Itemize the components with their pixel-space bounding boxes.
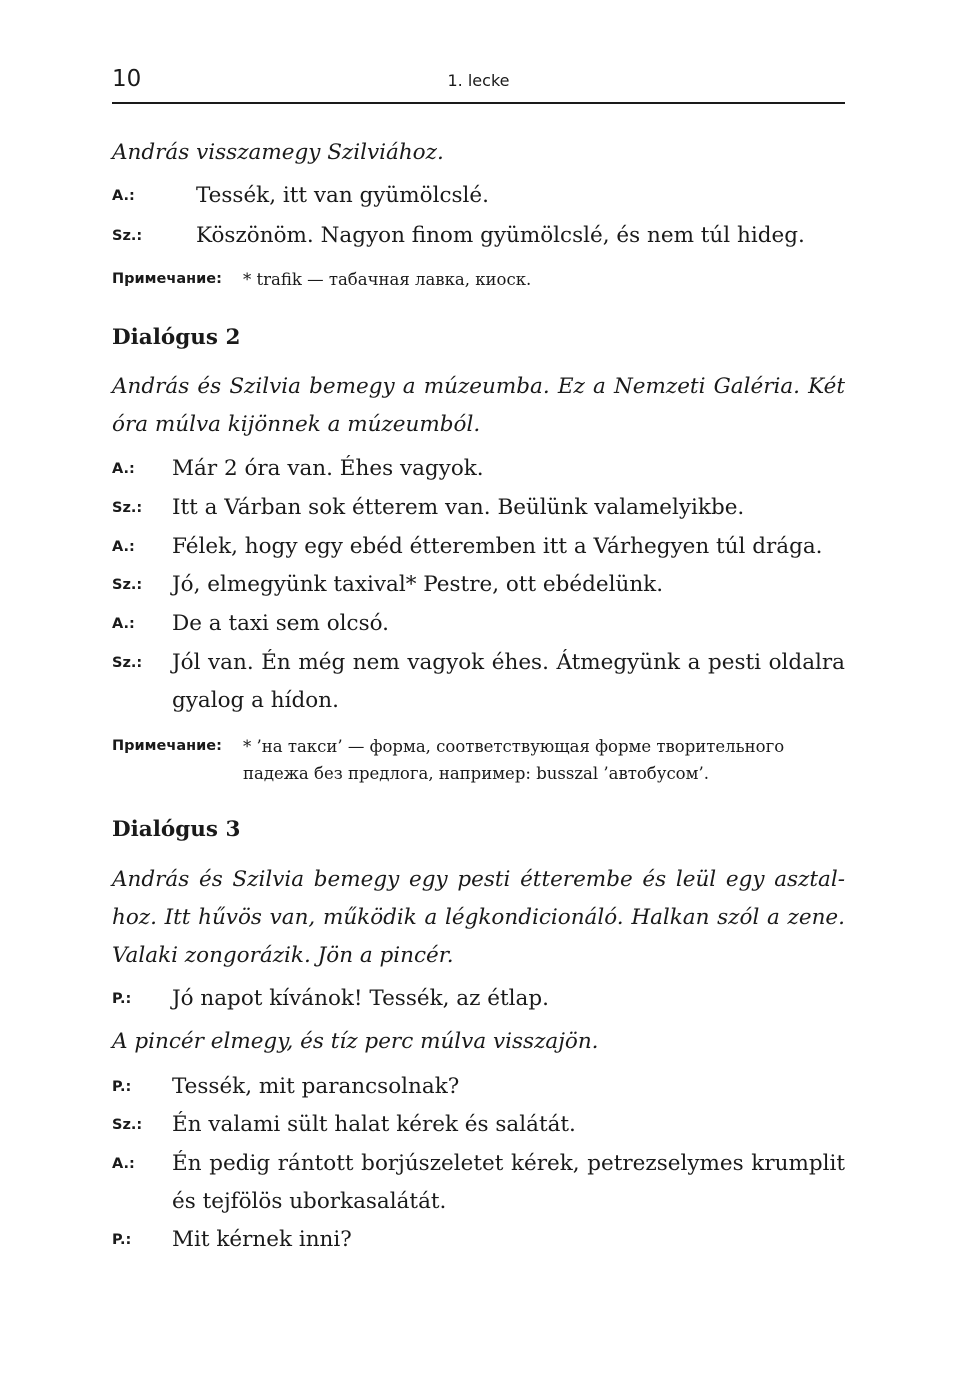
scene-narration: A pincér elmegy, és tíz perc múlva visszajön. [112,1029,599,1054]
speaker-label: A.: [112,539,135,555]
page-number: 10 [112,66,142,92]
section-heading: Dialógus 2 [112,325,241,350]
section-heading: Dialógus 3 [112,817,241,842]
note-text: * ’на такси’ — форма, соответствующая форме творительного падежа без предлога, например: busszal ’автобусом’. [243,737,785,783]
scene-narration: András és Szilvia bemegy a múzeumba. Ez a Nemzeti Galéria. Két óra múlva kijönnek a múzeumból. [112,374,845,437]
dialogue-line [112,489,845,527]
speaker-label: A.: [112,616,135,632]
line-text: Itt a Várban sok étterem van. Beülünk valamelyikbe. [172,495,745,520]
dialogue-line [112,177,845,215]
speaker-label: P.: [112,991,132,1007]
dialogue-line [112,644,845,720]
dialogue-line [112,217,845,255]
dialogue-line [112,980,845,1018]
dialogue-line [112,1221,845,1259]
dialogue-line [112,605,845,643]
speaker-label: P.: [112,1232,132,1248]
line-text: Jó, elmegyünk taxival* Pestre, ott ebédelünk. [172,572,664,597]
footnote [112,266,845,293]
note-label: Примечание: [112,271,222,287]
line-text: Jó napot kívánok! Tessék, az étlap. [172,986,549,1011]
scene-narration: András és Szilvia bemegy egy pesti étterembe és leül egy asztalhoz. Itt hűvös van, működik a légkondicionáló. Halkan szól a zene. Valaki zongorázik. Jön a pincér. [112,867,845,968]
running-head: 1. lecke [447,71,510,90]
line-text: Tessék, itt van gyümölcslé. [196,183,489,208]
dialogue-line [112,1068,845,1106]
line-text: Tessék, mit parancsolnak? [172,1074,460,1099]
line-text: Én pedig rántott borjúszeletet kérek, petrezselymes krumplit és tejfölös uborkasalátát. [172,1151,845,1214]
line-text: Mit kérnek inni? [172,1227,352,1252]
dialogue-line [112,528,845,566]
line-text: Én valami sült halat kérek és salátát. [172,1112,576,1137]
note-text: * trafik — табачная лавка, киоск. [243,270,532,289]
dialogue-line [112,1106,845,1144]
line-text: Köszönöm. Nagyon finom gyümölcslé, és nem túl hideg. [196,223,805,248]
speaker-label: Sz.: [112,500,143,516]
dialogue-line [112,1145,845,1221]
speaker-label: A.: [112,461,135,477]
dialogue-line [112,566,845,604]
speaker-label: A.: [112,1156,135,1172]
footnote [112,733,845,787]
speaker-label: Sz.: [112,655,143,671]
speaker-label: Sz.: [112,1117,143,1133]
speaker-label: A.: [112,188,135,204]
speaker-label: Sz.: [112,228,143,244]
page-header [112,62,845,104]
speaker-label: P.: [112,1079,132,1095]
intro-narration: András visszamegy Szilviához. [112,140,444,165]
line-text: Jól van. Én még nem vagyok éhes. Átmegyünk a pesti oldalra gyalog a hídon. [172,650,845,713]
dialogue-line [112,450,845,488]
note-label: Примечание: [112,738,222,754]
line-text: Félek, hogy egy ebéd étteremben itt a Várhegyen túl drága. [172,534,823,559]
line-text: De a taxi sem olcsó. [172,611,390,636]
line-text: Már 2 óra van. Éhes vagyok. [172,456,484,481]
book-page [112,0,845,1376]
speaker-label: Sz.: [112,577,143,593]
